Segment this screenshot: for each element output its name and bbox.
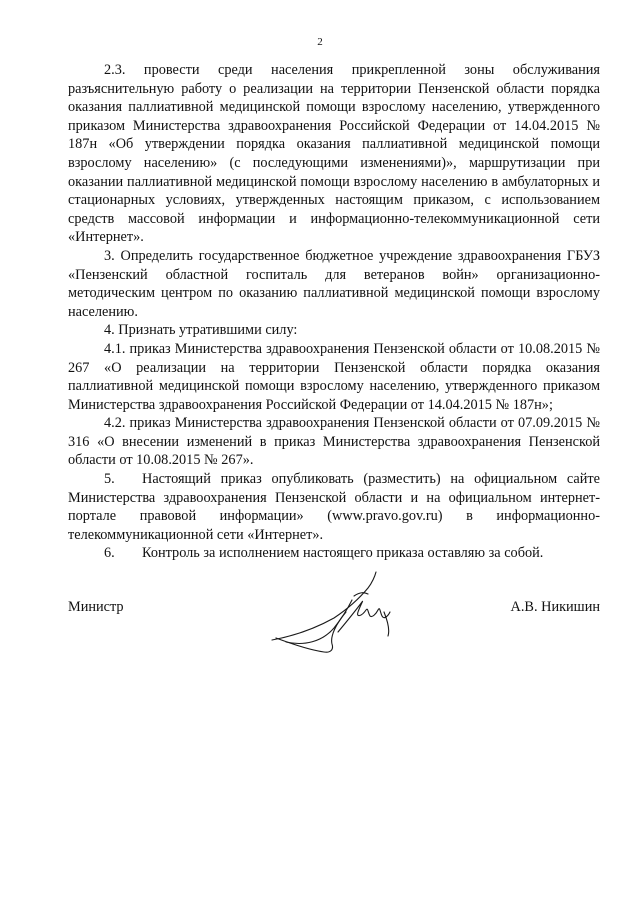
signatory-name: А.В. Никишин xyxy=(510,599,600,615)
paragraph-text: 4.2. приказ Министерства здравоохранения Пензенской области от 07.09.2015 № 316 «О внесении изменений в приказ Министерства здравоохранения Пензенской области от 10.08.2015 № 267». xyxy=(68,415,600,469)
paragraph-5 xyxy=(68,470,600,544)
paragraph-text: 3. Определить государственное бюджетное учреждение здравоохранения ГБУЗ «Пензенский областной госпиталь для ветеранов войн» организационно-методическим центром по оказанию паллиативной медицинской помощи взрослому населению. xyxy=(68,247,600,320)
paragraph-4 xyxy=(68,321,600,340)
page-number: 2 xyxy=(317,36,323,48)
signatory-position: Министр xyxy=(68,599,124,615)
paragraph-number: 5. xyxy=(104,471,115,488)
paragraph-text: Контроль за исполнением настоящего приказа оставляю за собой. xyxy=(142,545,544,562)
handwritten-signature xyxy=(264,566,414,661)
paragraph-text: 4.1. приказ Министерства здравоохранения Пензенской области от 10.08.2015 № 267 «О реализации на территории Пензенской области порядка оказания паллиативной медицинской помощи взрослому населению, утвержденного приказом Министерства здравоохранения Российской Федерации от 14.04.2015 № 187н»; xyxy=(68,340,600,413)
paragraph-3 xyxy=(68,247,600,321)
paragraph-text: 4. Признать утратившими силу: xyxy=(104,322,298,339)
document-body xyxy=(68,61,600,563)
paragraph-text: Настоящий приказ опубликовать (разместить) на официальном сайте Министерства здравоохранения Пензенской области и на официальном интернет-портале правовой информации» (www.pravo.gov.ru) в информационно-телекоммуникационной сети «Интернет». xyxy=(68,471,600,543)
paragraph-4-2 xyxy=(68,414,600,470)
paragraph-2-3 xyxy=(68,61,600,247)
paragraph-4-1 xyxy=(68,340,600,414)
paragraph-text: 2.3. провести среди населения прикрепленной зоны обслуживания разъяснительную работу о реализации на территории Пензенской области порядка оказания паллиативной медицинской помощи взрослому населению, утвержденного приказом Министерства здравоохранения Российской Федерации от 14.04.2015 № 187н «Об утверждении порядка оказания паллиативной медицинской помощи взрослому населению» (с последующими изменениями)», маршрутизации при оказании паллиативной медицинской помощи взрослому населению в амбулаторных и стационарных условиях, утвержденных настоящим приказом, с использованием средств массовой информации и информационно-телекоммуникационной сети «Интернет». xyxy=(68,62,600,246)
paragraph-6 xyxy=(68,544,600,563)
paragraph-number: 6. xyxy=(104,545,115,562)
